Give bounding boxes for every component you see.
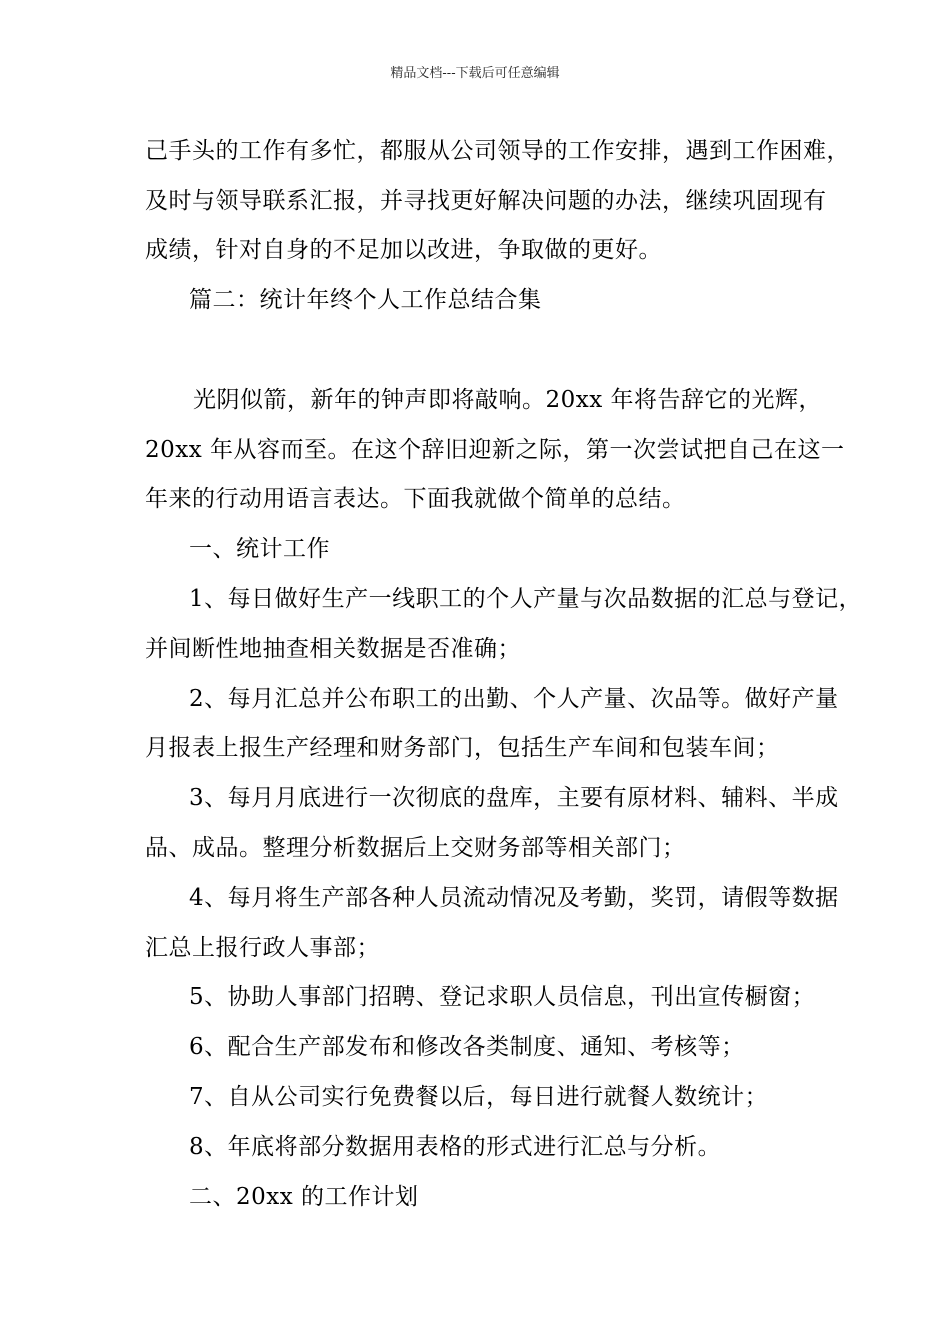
list-item: 6、配合生产部发布和修改各类制度、通知、考核等；	[189, 1034, 745, 1060]
list-item: 1、每日做好生产一线职工的个人产量与次品数据的汇总与登记，	[189, 586, 863, 612]
page-header: 精品文档---下载后可任意编辑	[390, 66, 560, 81]
text-line: 成绩，针对自身的不足加以改进，争取做的更好。	[145, 237, 662, 263]
subsection-heading: 一、统计工作	[189, 536, 330, 562]
list-item: 8、年底将部分数据用表格的形式进行汇总与分析。	[189, 1134, 722, 1160]
list-item-continuation: 月报表上报生产经理和财务部门，包括生产车间和包装车间；	[145, 735, 780, 761]
text-line: 年来的行动用语言表达。下面我就做个简单的总结。	[145, 486, 686, 512]
list-item-continuation: 汇总上报行政人事部；	[145, 935, 380, 961]
list-item: 5、协助人事部门招聘、登记求职人员信息，刊出宣传橱窗；	[189, 984, 816, 1010]
list-item: 2、每月汇总并公布职工的出勤、个人产量、次品等。做好产量	[189, 686, 839, 712]
text-line: 20xx 年从容而至。在这个辞旧迎新之际，第一次尝试把自己在这一	[145, 437, 845, 463]
list-item-continuation: 并间断性地抽查相关数据是否准确；	[145, 636, 521, 662]
text-line: 己手头的工作有多忙，都服从公司领导的工作安排，遇到工作困难，	[145, 138, 850, 164]
text-line: 光阴似箭，新年的钟声即将敲响。20xx 年将告辞它的光辉，	[193, 387, 823, 413]
section-heading: 篇二：统计年终个人工作总结合集	[189, 287, 542, 313]
text-line: 及时与领导联系汇报，并寻找更好解决问题的办法，继续巩固现有	[145, 188, 827, 214]
subsection-heading: 二、20xx 的工作计划	[189, 1184, 419, 1210]
list-item-continuation: 品、成品。整理分析数据后上交财务部等相关部门；	[145, 835, 686, 861]
list-item: 4、每月将生产部各种人员流动情况及考勤，奖罚，请假等数据	[189, 885, 839, 911]
list-item: 3、每月月底进行一次彻底的盘库，主要有原材料、辅料、半成	[189, 785, 839, 811]
list-item: 7、自从公司实行免费餐以后，每日进行就餐人数统计；	[189, 1084, 769, 1110]
